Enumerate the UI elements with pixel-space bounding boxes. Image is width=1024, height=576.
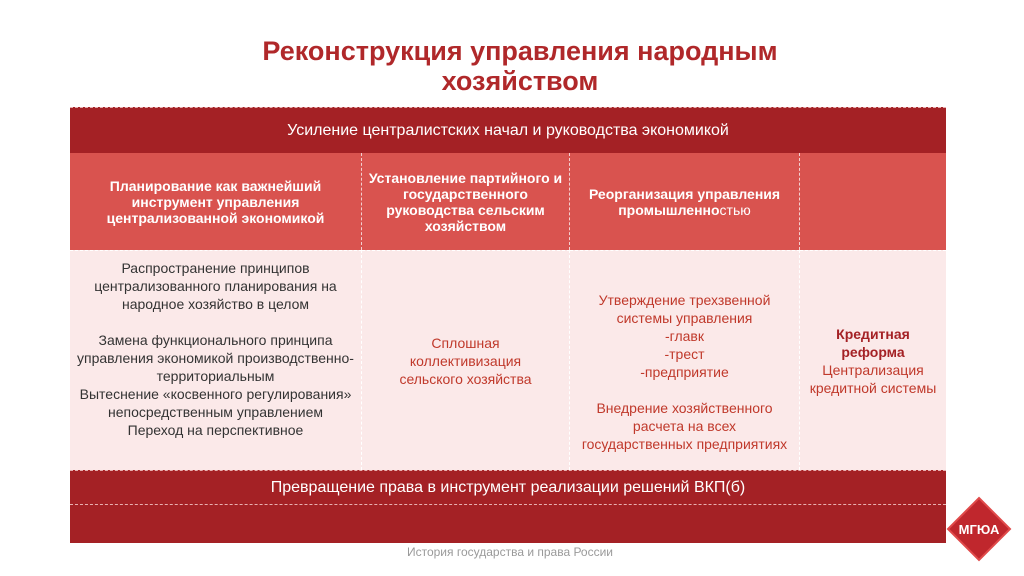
bottom-band-empty — [70, 504, 946, 543]
credit-reform-text: Централизация кредитной системы — [809, 361, 937, 396]
reform-table — [70, 107, 946, 543]
cell-agriculture — [362, 250, 570, 470]
planning-point-1: Распространение принципов централизованного планирования на народное хозяйство в целом — [94, 260, 337, 312]
cell-planning — [70, 250, 362, 470]
industry-level-glavk: -главк — [665, 328, 704, 344]
header-planning: Планирование как важнейший инструмент управления централизованной экономикой — [70, 153, 362, 250]
header-industry — [570, 153, 800, 250]
header-industry-bold: Реорганизация управления промышленно — [588, 185, 781, 218]
bottom-band: Превращение права в инструмент реализации решений ВКП(б) — [70, 470, 946, 504]
credit-reform-title: Кредитная реформа — [836, 325, 910, 360]
collectivization-text: Сплошная коллективизация сельского хозяйства — [399, 334, 532, 387]
mgua-logo — [946, 496, 1012, 562]
planning-point-2: Замена функционального принципа управления экономикой производственно-территориальным — [77, 332, 354, 384]
planning-point-3: Вытеснение «косвенного регулирования» непосредственным управлением — [79, 386, 352, 420]
cell-industry — [570, 250, 800, 470]
planning-point-4: Переход на перспективное — [127, 422, 304, 438]
title-line-2: хозяйством — [441, 66, 599, 96]
mgua-logo-icon — [946, 496, 1012, 562]
industry-system-text: Утверждение трехзвенной системы управления — [598, 292, 771, 326]
logo-label: МГЮА — [958, 522, 1000, 537]
industry-level-enterprise: -предприятие — [640, 364, 729, 380]
cell-credit — [800, 250, 946, 470]
header-industry-normal: стью — [719, 201, 751, 218]
footer-text: История государства и права России — [406, 545, 614, 559]
header-agriculture: Установление партийного и государственного руководства сельским хозяйством — [362, 153, 570, 250]
header-credit — [800, 153, 946, 250]
slide-title — [150, 36, 890, 96]
top-band: Усиление централистских начал и руководства экономикой — [70, 107, 946, 153]
industry-accounting-text: Внедрение хозяйственного расчета на всех государственных предприятиях — [581, 400, 788, 452]
title-line-1: Реконструкция управления народным — [262, 36, 778, 66]
industry-level-trest: -трест — [664, 346, 705, 362]
